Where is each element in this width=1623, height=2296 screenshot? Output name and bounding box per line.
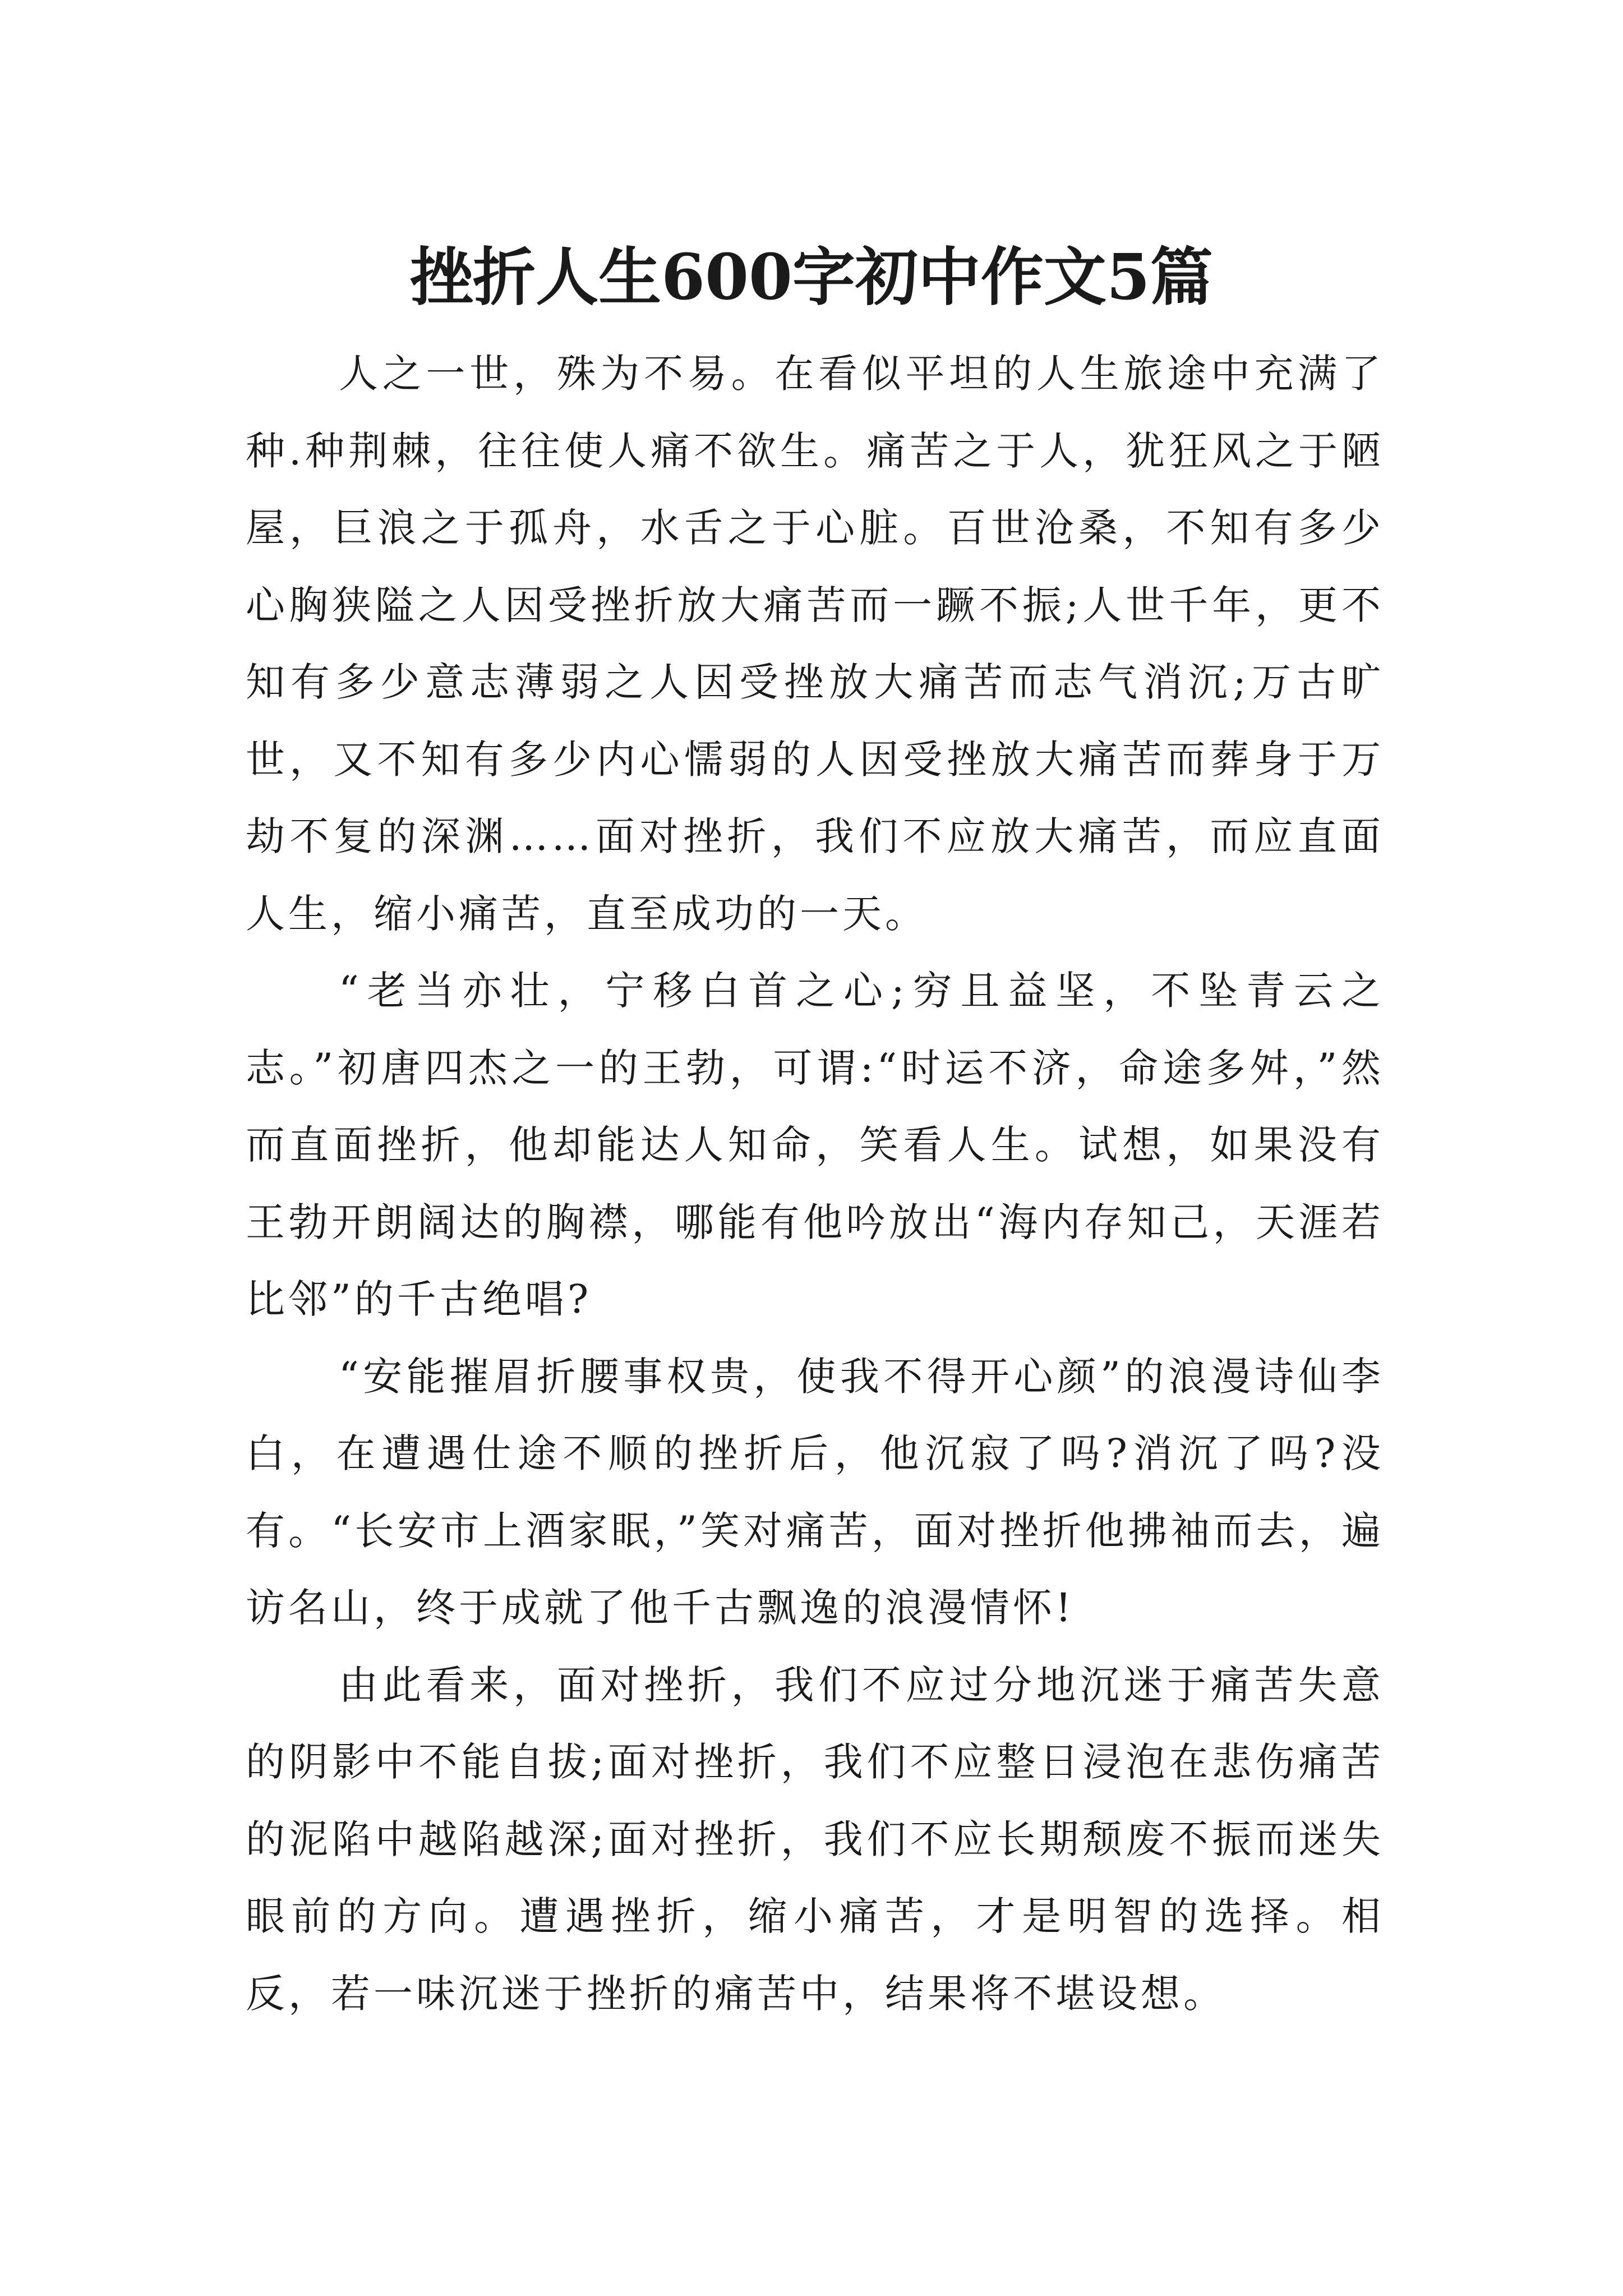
paragraph-3: “安能摧眉折腰事权贵，使我不得开心颜”的浪漫诗仙李白，在遭遇仕途不顺的挫折后，他沉寂了吗?消沉了吗?没有。“长安市上酒家眠，”笑对痛苦，面对挫折他拂袖而去，遍访名山，终于成就了他千古飘逸的浪漫情怀! — [246, 1353, 1384, 1631]
document-body — [246, 335, 1384, 2032]
paragraph-2: “老当亦壮，宁移白首之心;穷且益坚，不坠青云之志。”初唐四杰之一的王勃，可谓:“时运不济，命途多舛，”然而直面挫折，他却能达人知命，笑看人生。试想，如果没有王勃开朗阔达的胸襟，哪能有他吟放出“海内存知己，天涯若比邻”的千古绝唱? — [246, 968, 1384, 1322]
document-title: 挫折人生600字初中作文5篇 — [410, 241, 1213, 315]
paragraph-1: 人之一世，殊为不易。在看似平坦的人生旅途中充满了种.种荆棘，往往使人痛不欲生。痛苦之于人，犹狂风之于陋屋，巨浪之于孤舟，水舌之于心脏。百世沧桑，不知有多少心胸狭隘之人因受挫折放大痛苦而一蹶不振;人世千年，更不知有多少意志薄弱之人因受挫放大痛苦而志气消沉;万古旷世，又不知有多少内心懦弱的人因受挫放大痛苦而葬身于万劫不复的深渊……面对挫折，我们不应放大痛苦，而应直面人生，缩小痛苦，直至成功的一天。 — [246, 351, 1384, 937]
paragraph-4: 由此看来，面对挫折，我们不应过分地沉迷于痛苦失意的阴影中不能自拔;面对挫折，我们不应整日浸泡在悲伤痛苦的泥陷中越陷越深;面对挫折，我们不应长期颓废不振而迷失眼前的方向。遭遇挫折，缩小痛苦，才是明智的选择。相反，若一味沉迷于挫折的痛苦中，结果将不堪设想。 — [246, 1662, 1384, 2017]
